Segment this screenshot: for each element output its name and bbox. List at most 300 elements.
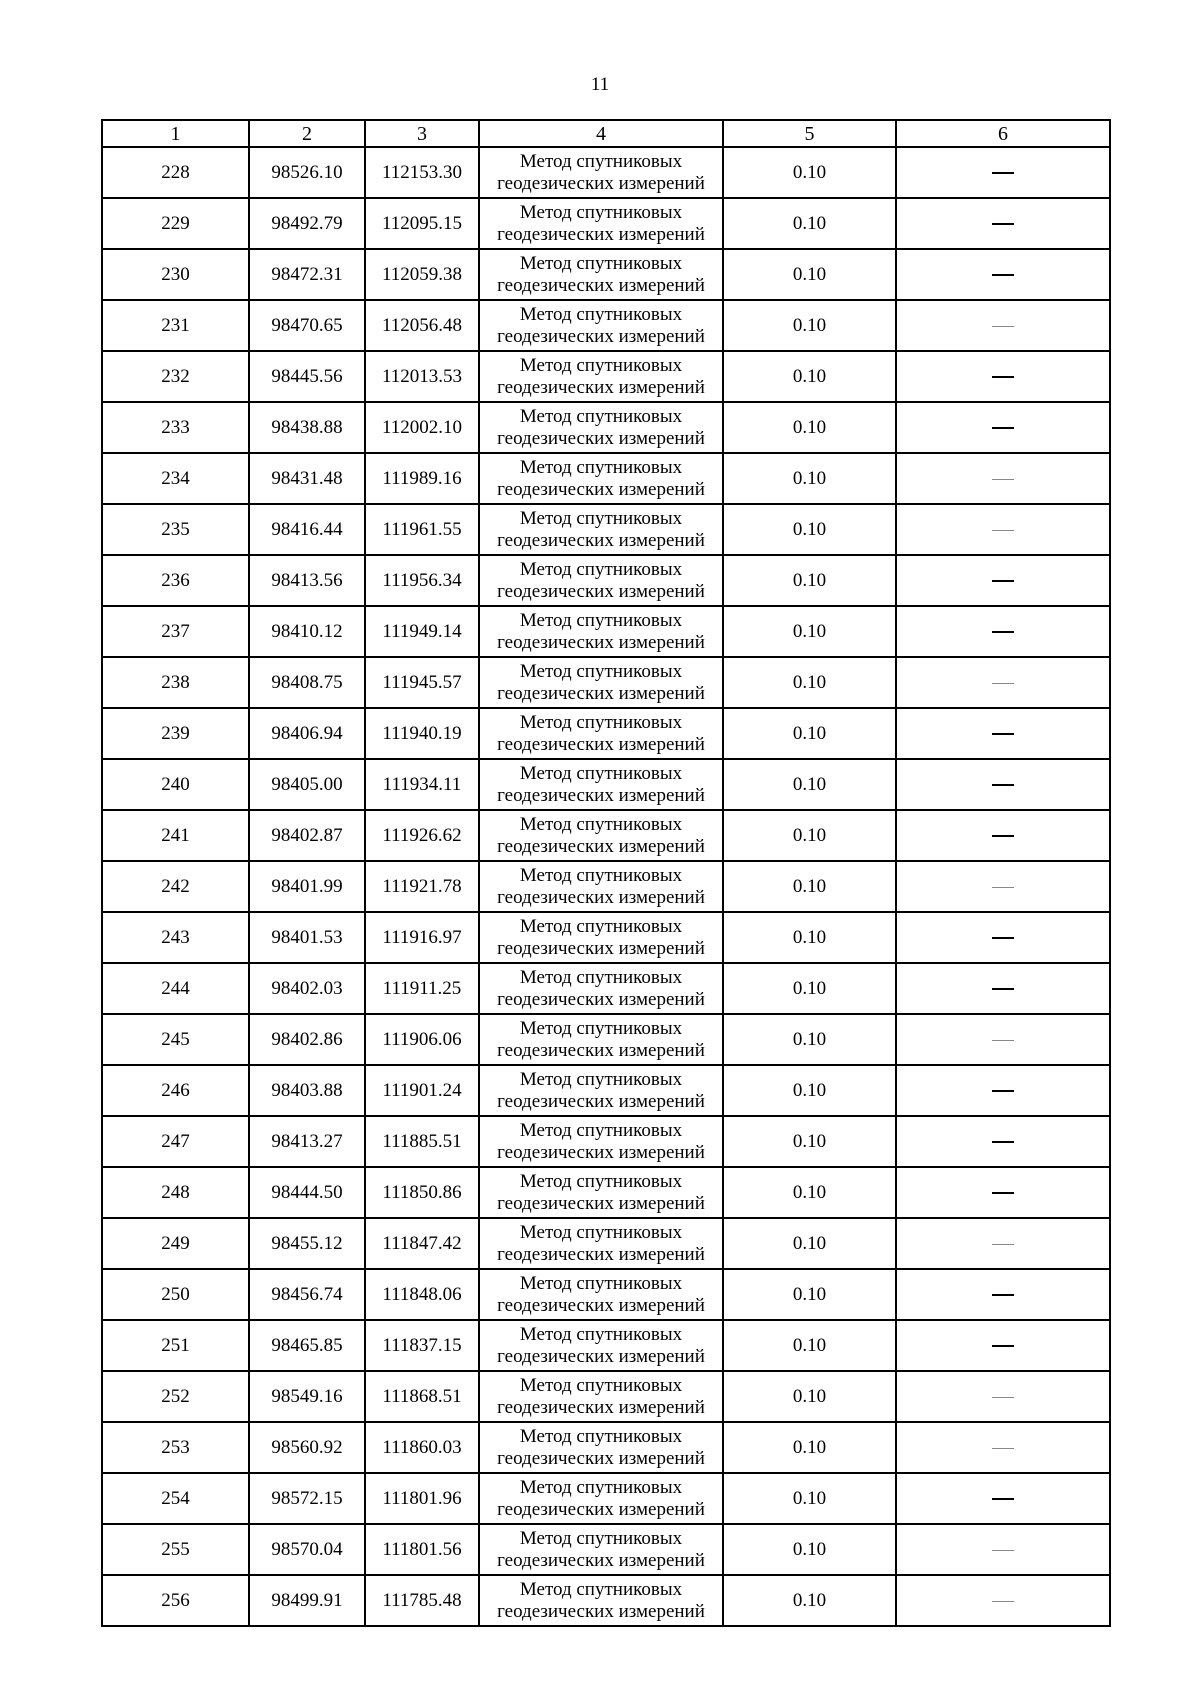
point-number: 247 (102, 1116, 249, 1167)
method-cell (479, 1116, 723, 1167)
table-row (102, 198, 1110, 249)
table-row (102, 708, 1110, 759)
method-line-1: Метод спутниковых (519, 456, 683, 478)
method-line-1: Метод спутниковых (519, 201, 683, 223)
method-line-1: Метод спутниковых (519, 150, 683, 172)
method-line-2: геодезических измерений (497, 988, 705, 1010)
method-cell (479, 1473, 723, 1524)
coord-x: 98406.94 (249, 708, 365, 759)
accuracy: 0.10 (723, 1065, 896, 1116)
table-row (102, 1116, 1110, 1167)
point-number: 230 (102, 249, 249, 300)
method-line-1: Метод спутниковых (519, 1017, 683, 1039)
method-line-2: геодезических измерений (497, 478, 705, 500)
dash-mark (992, 530, 1014, 531)
method-line-2: геодезических измерений (497, 427, 705, 449)
note-cell (896, 1116, 1110, 1167)
method-cell (479, 657, 723, 708)
coord-y: 112095.15 (365, 198, 479, 249)
method-cell (479, 1320, 723, 1371)
accuracy: 0.10 (723, 708, 896, 759)
dash-mark (992, 580, 1014, 582)
method-cell (479, 1371, 723, 1422)
coord-x: 98465.85 (249, 1320, 365, 1371)
coord-y: 111847.42 (365, 1218, 479, 1269)
method-line-2: геодезических измерений (497, 580, 705, 602)
col-header-1: 1 (102, 120, 249, 147)
col-header-5: 5 (723, 120, 896, 147)
method-line-2: геодезических измерений (497, 1141, 705, 1163)
dash-mark (992, 1192, 1014, 1194)
dash-mark (992, 223, 1014, 225)
point-number: 242 (102, 861, 249, 912)
method-cell (479, 1269, 723, 1320)
dash-mark (992, 1294, 1014, 1296)
accuracy: 0.10 (723, 147, 896, 198)
method-line-2: геодезических измерений (497, 1600, 705, 1622)
note-cell (896, 1524, 1110, 1575)
note-cell (896, 912, 1110, 963)
method-line-2: геодезических измерений (497, 1498, 705, 1520)
note-cell (896, 861, 1110, 912)
method-cell (479, 249, 723, 300)
table-row (102, 1065, 1110, 1116)
dash-mark (992, 784, 1014, 786)
table-row (102, 1371, 1110, 1422)
coord-y: 112002.10 (365, 402, 479, 453)
coord-y: 111940.19 (365, 708, 479, 759)
coord-x: 98470.65 (249, 300, 365, 351)
method-cell (479, 1218, 723, 1269)
method-line-1: Метод спутниковых (519, 864, 683, 886)
method-line-1: Метод спутниковых (519, 558, 683, 580)
accuracy: 0.10 (723, 861, 896, 912)
table-row (102, 861, 1110, 912)
coord-x: 98402.87 (249, 810, 365, 861)
dash-mark (992, 326, 1014, 327)
method-cell (479, 198, 723, 249)
method-cell (479, 1014, 723, 1065)
table-row (102, 963, 1110, 1014)
method-cell (479, 1167, 723, 1218)
accuracy: 0.10 (723, 300, 896, 351)
coord-y: 111926.62 (365, 810, 479, 861)
dash-mark (992, 1550, 1014, 1551)
point-number: 229 (102, 198, 249, 249)
method-line-2: геодезических измерений (497, 1345, 705, 1367)
method-cell (479, 861, 723, 912)
accuracy: 0.10 (723, 810, 896, 861)
coord-x: 98410.12 (249, 606, 365, 657)
method-line-1: Метод спутниковых (519, 1119, 683, 1141)
table-body (102, 147, 1110, 1626)
method-cell (479, 708, 723, 759)
coord-x: 98570.04 (249, 1524, 365, 1575)
col-header-6: 6 (896, 120, 1110, 147)
method-line-1: Метод спутниковых (519, 915, 683, 937)
coord-y: 111945.57 (365, 657, 479, 708)
note-cell (896, 1014, 1110, 1065)
method-line-1: Метод спутниковых (519, 507, 683, 529)
point-number: 248 (102, 1167, 249, 1218)
point-number: 231 (102, 300, 249, 351)
coord-y: 111916.97 (365, 912, 479, 963)
coord-x: 98405.00 (249, 759, 365, 810)
point-number: 243 (102, 912, 249, 963)
coord-y: 112153.30 (365, 147, 479, 198)
coord-y: 111906.06 (365, 1014, 479, 1065)
point-number: 228 (102, 147, 249, 198)
table-row (102, 657, 1110, 708)
accuracy: 0.10 (723, 555, 896, 606)
note-cell (896, 759, 1110, 810)
method-line-1: Метод спутниковых (519, 1068, 683, 1090)
coord-y: 111934.11 (365, 759, 479, 810)
note-cell (896, 1269, 1110, 1320)
coord-x: 98444.50 (249, 1167, 365, 1218)
point-number: 253 (102, 1422, 249, 1473)
table-row (102, 1320, 1110, 1371)
table-row (102, 1014, 1110, 1065)
point-number: 252 (102, 1371, 249, 1422)
table-row (102, 351, 1110, 402)
coord-y: 111949.14 (365, 606, 479, 657)
dash-mark (992, 376, 1014, 378)
dash-mark (992, 937, 1014, 939)
method-cell (479, 912, 723, 963)
coord-x: 98413.56 (249, 555, 365, 606)
coordinates-table (101, 119, 1111, 1627)
coord-x: 98456.74 (249, 1269, 365, 1320)
dash-mark (992, 427, 1014, 429)
dash-mark (992, 1345, 1014, 1347)
note-cell (896, 708, 1110, 759)
dash-mark (992, 479, 1014, 480)
method-line-1: Метод спутниковых (519, 303, 683, 325)
accuracy: 0.10 (723, 963, 896, 1014)
point-number: 251 (102, 1320, 249, 1371)
method-line-1: Метод спутниковых (519, 1527, 683, 1549)
method-line-1: Метод спутниковых (519, 1425, 683, 1447)
coord-x: 98492.79 (249, 198, 365, 249)
coord-y: 111885.51 (365, 1116, 479, 1167)
accuracy: 0.10 (723, 198, 896, 249)
dash-mark (992, 887, 1014, 888)
note-cell (896, 1371, 1110, 1422)
point-number: 250 (102, 1269, 249, 1320)
method-line-2: геодезических измерений (497, 682, 705, 704)
header-row (102, 120, 1110, 147)
note-cell (896, 606, 1110, 657)
method-line-2: геодезических измерений (497, 376, 705, 398)
method-line-2: геодезических измерений (497, 274, 705, 296)
coord-x: 98401.53 (249, 912, 365, 963)
accuracy: 0.10 (723, 402, 896, 453)
accuracy: 0.10 (723, 1320, 896, 1371)
point-number: 241 (102, 810, 249, 861)
note-cell (896, 1218, 1110, 1269)
method-line-2: геодезических измерений (497, 784, 705, 806)
note-cell (896, 351, 1110, 402)
dash-mark (992, 1397, 1014, 1398)
note-cell (896, 402, 1110, 453)
accuracy: 0.10 (723, 912, 896, 963)
method-line-2: геодезических измерений (497, 529, 705, 551)
note-cell (896, 657, 1110, 708)
method-cell (479, 1422, 723, 1473)
method-line-2: геодезических измерений (497, 1039, 705, 1061)
note-cell (896, 147, 1110, 198)
dash-mark (992, 1498, 1014, 1500)
dash-mark (992, 631, 1014, 633)
method-line-2: геодезических измерений (497, 835, 705, 857)
method-cell (479, 810, 723, 861)
method-line-1: Метод спутниковых (519, 354, 683, 376)
table-row (102, 1524, 1110, 1575)
method-line-1: Метод спутниковых (519, 1323, 683, 1345)
table-row (102, 147, 1110, 198)
method-line-1: Метод спутниковых (519, 1578, 683, 1600)
point-number: 249 (102, 1218, 249, 1269)
point-number: 232 (102, 351, 249, 402)
note-cell (896, 963, 1110, 1014)
dash-mark (992, 172, 1014, 174)
table-row (102, 249, 1110, 300)
table-row (102, 1473, 1110, 1524)
note-cell (896, 249, 1110, 300)
method-line-2: геодезических измерений (497, 1090, 705, 1112)
accuracy: 0.10 (723, 1473, 896, 1524)
table-row (102, 504, 1110, 555)
method-line-1: Метод спутниковых (519, 660, 683, 682)
dash-mark (992, 835, 1014, 837)
point-number: 244 (102, 963, 249, 1014)
dash-mark (992, 683, 1014, 684)
coord-x: 98431.48 (249, 453, 365, 504)
dash-mark (992, 733, 1014, 735)
coord-y: 111801.56 (365, 1524, 479, 1575)
method-cell (479, 351, 723, 402)
table-row (102, 555, 1110, 606)
method-line-1: Метод спутниковых (519, 1170, 683, 1192)
table-row (102, 759, 1110, 810)
page-number: 11 (590, 74, 610, 95)
table-row (102, 912, 1110, 963)
point-number: 255 (102, 1524, 249, 1575)
point-number: 237 (102, 606, 249, 657)
col-header-3: 3 (365, 120, 479, 147)
method-line-1: Метод спутниковых (519, 405, 683, 427)
coord-x: 98560.92 (249, 1422, 365, 1473)
point-number: 245 (102, 1014, 249, 1065)
method-cell (479, 606, 723, 657)
coord-y: 112013.53 (365, 351, 479, 402)
coord-y: 111785.48 (365, 1575, 479, 1626)
method-cell (479, 147, 723, 198)
coord-y: 111961.55 (365, 504, 479, 555)
note-cell (896, 1422, 1110, 1473)
table-row (102, 300, 1110, 351)
coord-x: 98499.91 (249, 1575, 365, 1626)
point-number: 235 (102, 504, 249, 555)
note-cell (896, 810, 1110, 861)
coord-y: 111989.16 (365, 453, 479, 504)
table-row (102, 1269, 1110, 1320)
coord-y: 112056.48 (365, 300, 479, 351)
method-cell (479, 1524, 723, 1575)
table-row (102, 606, 1110, 657)
point-number: 233 (102, 402, 249, 453)
coord-y: 111911.25 (365, 963, 479, 1014)
col-header-2: 2 (249, 120, 365, 147)
coord-y: 111848.06 (365, 1269, 479, 1320)
table-row (102, 1575, 1110, 1626)
note-cell (896, 1473, 1110, 1524)
dash-mark (992, 1601, 1014, 1602)
coord-x: 98445.56 (249, 351, 365, 402)
table-header (102, 120, 1110, 147)
table-row (102, 810, 1110, 861)
note-cell (896, 1320, 1110, 1371)
method-cell (479, 402, 723, 453)
accuracy: 0.10 (723, 657, 896, 708)
method-line-2: геодезических измерений (497, 1549, 705, 1571)
accuracy: 0.10 (723, 606, 896, 657)
dash-mark (992, 1448, 1014, 1449)
accuracy: 0.10 (723, 351, 896, 402)
method-line-2: геодезических измерений (497, 1396, 705, 1418)
coord-y: 111850.86 (365, 1167, 479, 1218)
method-cell (479, 963, 723, 1014)
coord-x: 98472.31 (249, 249, 365, 300)
accuracy: 0.10 (723, 249, 896, 300)
method-line-2: геодезических измерений (497, 1447, 705, 1469)
accuracy: 0.10 (723, 1014, 896, 1065)
method-line-1: Метод спутниковых (519, 609, 683, 631)
note-cell (896, 198, 1110, 249)
method-line-2: геодезических измерений (497, 886, 705, 908)
method-line-2: геодезических измерений (497, 325, 705, 347)
method-line-2: геодезических измерений (497, 733, 705, 755)
note-cell (896, 1167, 1110, 1218)
point-number: 246 (102, 1065, 249, 1116)
table-row (102, 453, 1110, 504)
coord-y: 111901.24 (365, 1065, 479, 1116)
coord-x: 98526.10 (249, 147, 365, 198)
accuracy: 0.10 (723, 504, 896, 555)
method-line-2: геодезических измерений (497, 1192, 705, 1214)
dash-mark (992, 1090, 1014, 1092)
point-number: 234 (102, 453, 249, 504)
note-cell (896, 1065, 1110, 1116)
point-number: 238 (102, 657, 249, 708)
point-number: 239 (102, 708, 249, 759)
method-line-1: Метод спутниковых (519, 1374, 683, 1396)
method-line-1: Метод спутниковых (519, 1476, 683, 1498)
coord-x: 98416.44 (249, 504, 365, 555)
coord-y: 112059.38 (365, 249, 479, 300)
accuracy: 0.10 (723, 1422, 896, 1473)
method-cell (479, 555, 723, 606)
method-line-1: Метод спутниковых (519, 711, 683, 733)
coord-y: 111860.03 (365, 1422, 479, 1473)
note-cell (896, 555, 1110, 606)
dash-mark (992, 1141, 1014, 1143)
coord-x: 98572.15 (249, 1473, 365, 1524)
accuracy: 0.10 (723, 1116, 896, 1167)
method-line-2: геодезических измерений (497, 172, 705, 194)
table-row (102, 1218, 1110, 1269)
table-row (102, 1167, 1110, 1218)
coord-x: 98401.99 (249, 861, 365, 912)
coord-y: 111868.51 (365, 1371, 479, 1422)
accuracy: 0.10 (723, 1218, 896, 1269)
point-number: 254 (102, 1473, 249, 1524)
table-row (102, 402, 1110, 453)
accuracy: 0.10 (723, 759, 896, 810)
point-number: 240 (102, 759, 249, 810)
note-cell (896, 453, 1110, 504)
coord-x: 98403.88 (249, 1065, 365, 1116)
method-line-2: геодезических измерений (497, 223, 705, 245)
method-cell (479, 300, 723, 351)
method-line-2: геодезических измерений (497, 937, 705, 959)
method-cell (479, 759, 723, 810)
coord-x: 98413.27 (249, 1116, 365, 1167)
method-cell (479, 1065, 723, 1116)
coord-x: 98408.75 (249, 657, 365, 708)
coord-x: 98402.86 (249, 1014, 365, 1065)
accuracy: 0.10 (723, 1167, 896, 1218)
method-line-1: Метод спутниковых (519, 966, 683, 988)
method-line-2: геодезических измерений (497, 631, 705, 653)
method-line-1: Метод спутниковых (519, 1272, 683, 1294)
note-cell (896, 300, 1110, 351)
method-cell (479, 1575, 723, 1626)
dash-mark (992, 1040, 1014, 1041)
method-line-1: Метод спутниковых (519, 813, 683, 835)
dash-mark (992, 274, 1014, 276)
table-row (102, 1422, 1110, 1473)
coord-x: 98402.03 (249, 963, 365, 1014)
accuracy: 0.10 (723, 1269, 896, 1320)
method-line-2: геодезических измерений (497, 1294, 705, 1316)
coord-y: 111801.96 (365, 1473, 479, 1524)
note-cell (896, 504, 1110, 555)
coord-x: 98438.88 (249, 402, 365, 453)
point-number: 256 (102, 1575, 249, 1626)
accuracy: 0.10 (723, 1524, 896, 1575)
note-cell (896, 1575, 1110, 1626)
coord-y: 111837.15 (365, 1320, 479, 1371)
coord-y: 111956.34 (365, 555, 479, 606)
dash-mark (992, 988, 1014, 990)
accuracy: 0.10 (723, 1575, 896, 1626)
coord-x: 98455.12 (249, 1218, 365, 1269)
accuracy: 0.10 (723, 453, 896, 504)
dash-mark (992, 1244, 1014, 1245)
coord-x: 98549.16 (249, 1371, 365, 1422)
method-line-2: геодезических измерений (497, 1243, 705, 1265)
coord-y: 111921.78 (365, 861, 479, 912)
method-cell (479, 504, 723, 555)
method-line-1: Метод спутниковых (519, 252, 683, 274)
method-line-1: Метод спутниковых (519, 1221, 683, 1243)
point-number: 236 (102, 555, 249, 606)
method-cell (479, 453, 723, 504)
method-line-1: Метод спутниковых (519, 762, 683, 784)
col-header-4: 4 (479, 120, 723, 147)
